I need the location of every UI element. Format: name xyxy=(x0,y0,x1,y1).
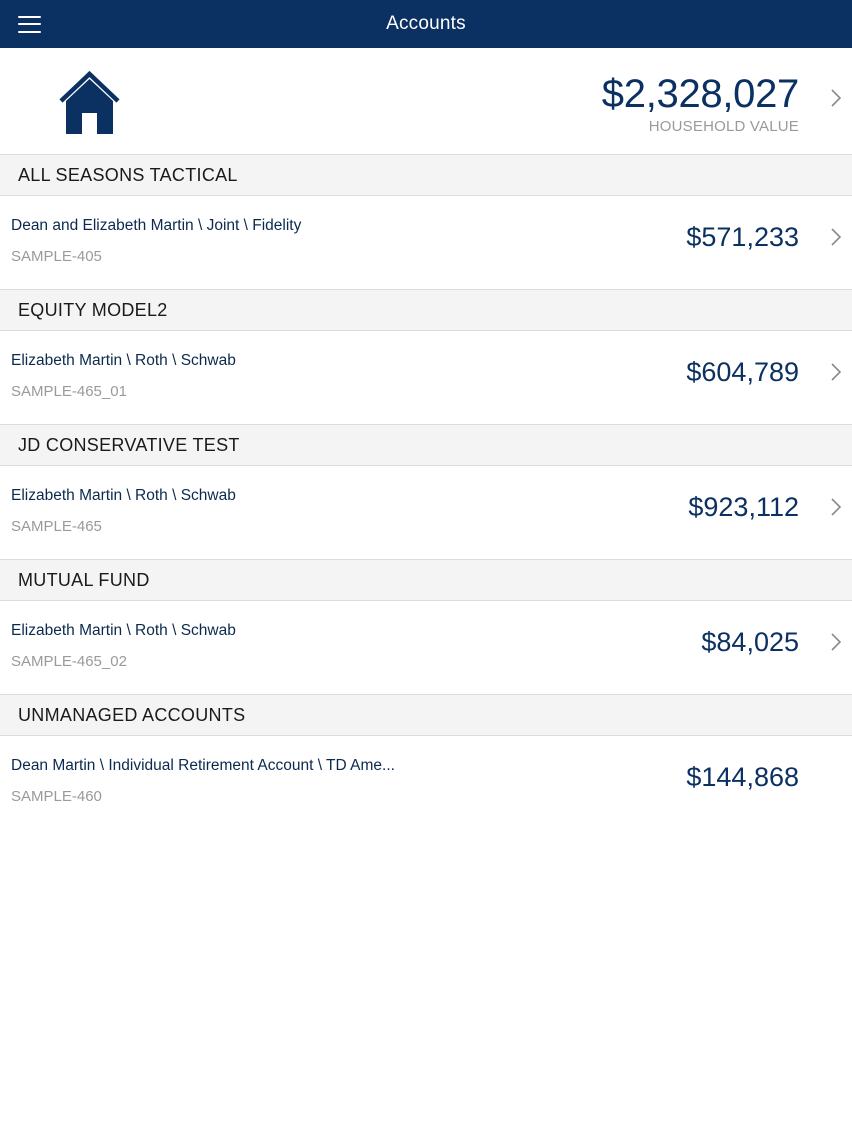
account-value: $571,233 xyxy=(686,222,799,252)
account-name: Dean Martin \ Individual Retirement Account \ TD Ame... xyxy=(11,757,395,774)
account-id: SAMPLE-465_02 xyxy=(11,653,127,670)
account-name: Elizabeth Martin \ Roth \ Schwab xyxy=(11,622,236,639)
account-id: SAMPLE-465_01 xyxy=(11,383,127,400)
account-id: SAMPLE-460 xyxy=(11,788,102,805)
hamburger-menu-icon[interactable] xyxy=(0,0,58,48)
section-header-equity-model2: EQUITY MODEL2 xyxy=(0,290,852,331)
account-row[interactable] xyxy=(0,736,852,829)
account-row[interactable] xyxy=(0,466,852,560)
chevron-right-icon xyxy=(830,498,842,516)
account-value: $84,025 xyxy=(701,627,799,657)
household-value: $2,328,027 xyxy=(601,72,799,116)
chevron-right-icon xyxy=(830,89,842,107)
account-row[interactable] xyxy=(0,331,852,425)
account-value: $604,789 xyxy=(686,357,799,387)
account-value: $923,112 xyxy=(688,492,799,522)
section-header-mutual-fund: MUTUAL FUND xyxy=(0,560,852,601)
account-id: SAMPLE-405 xyxy=(11,248,102,265)
chevron-right-icon xyxy=(830,228,842,246)
chevron-right-icon xyxy=(830,363,842,381)
top-navbar xyxy=(0,0,852,48)
house-icon xyxy=(57,70,122,134)
account-row[interactable] xyxy=(0,601,852,695)
household-value-label: HOUSEHOLD VALUE xyxy=(648,118,799,135)
section-header-unmanaged-accounts: UNMANAGED ACCOUNTS xyxy=(0,695,852,736)
chevron-right-icon xyxy=(830,633,842,651)
account-name: Dean and Elizabeth Martin \ Joint \ Fidelity xyxy=(11,217,302,234)
household-summary[interactable] xyxy=(0,48,852,155)
account-name: Elizabeth Martin \ Roth \ Schwab xyxy=(11,352,236,369)
account-value: $144,868 xyxy=(686,762,799,792)
section-header-all-seasons-tactical: ALL SEASONS TACTICAL xyxy=(0,155,852,196)
page-title: Accounts xyxy=(386,13,466,34)
section-header-jd-conservative-test: JD CONSERVATIVE TEST xyxy=(0,425,852,466)
account-name: Elizabeth Martin \ Roth \ Schwab xyxy=(11,487,236,504)
account-row[interactable] xyxy=(0,196,852,290)
account-id: SAMPLE-465 xyxy=(11,518,102,535)
